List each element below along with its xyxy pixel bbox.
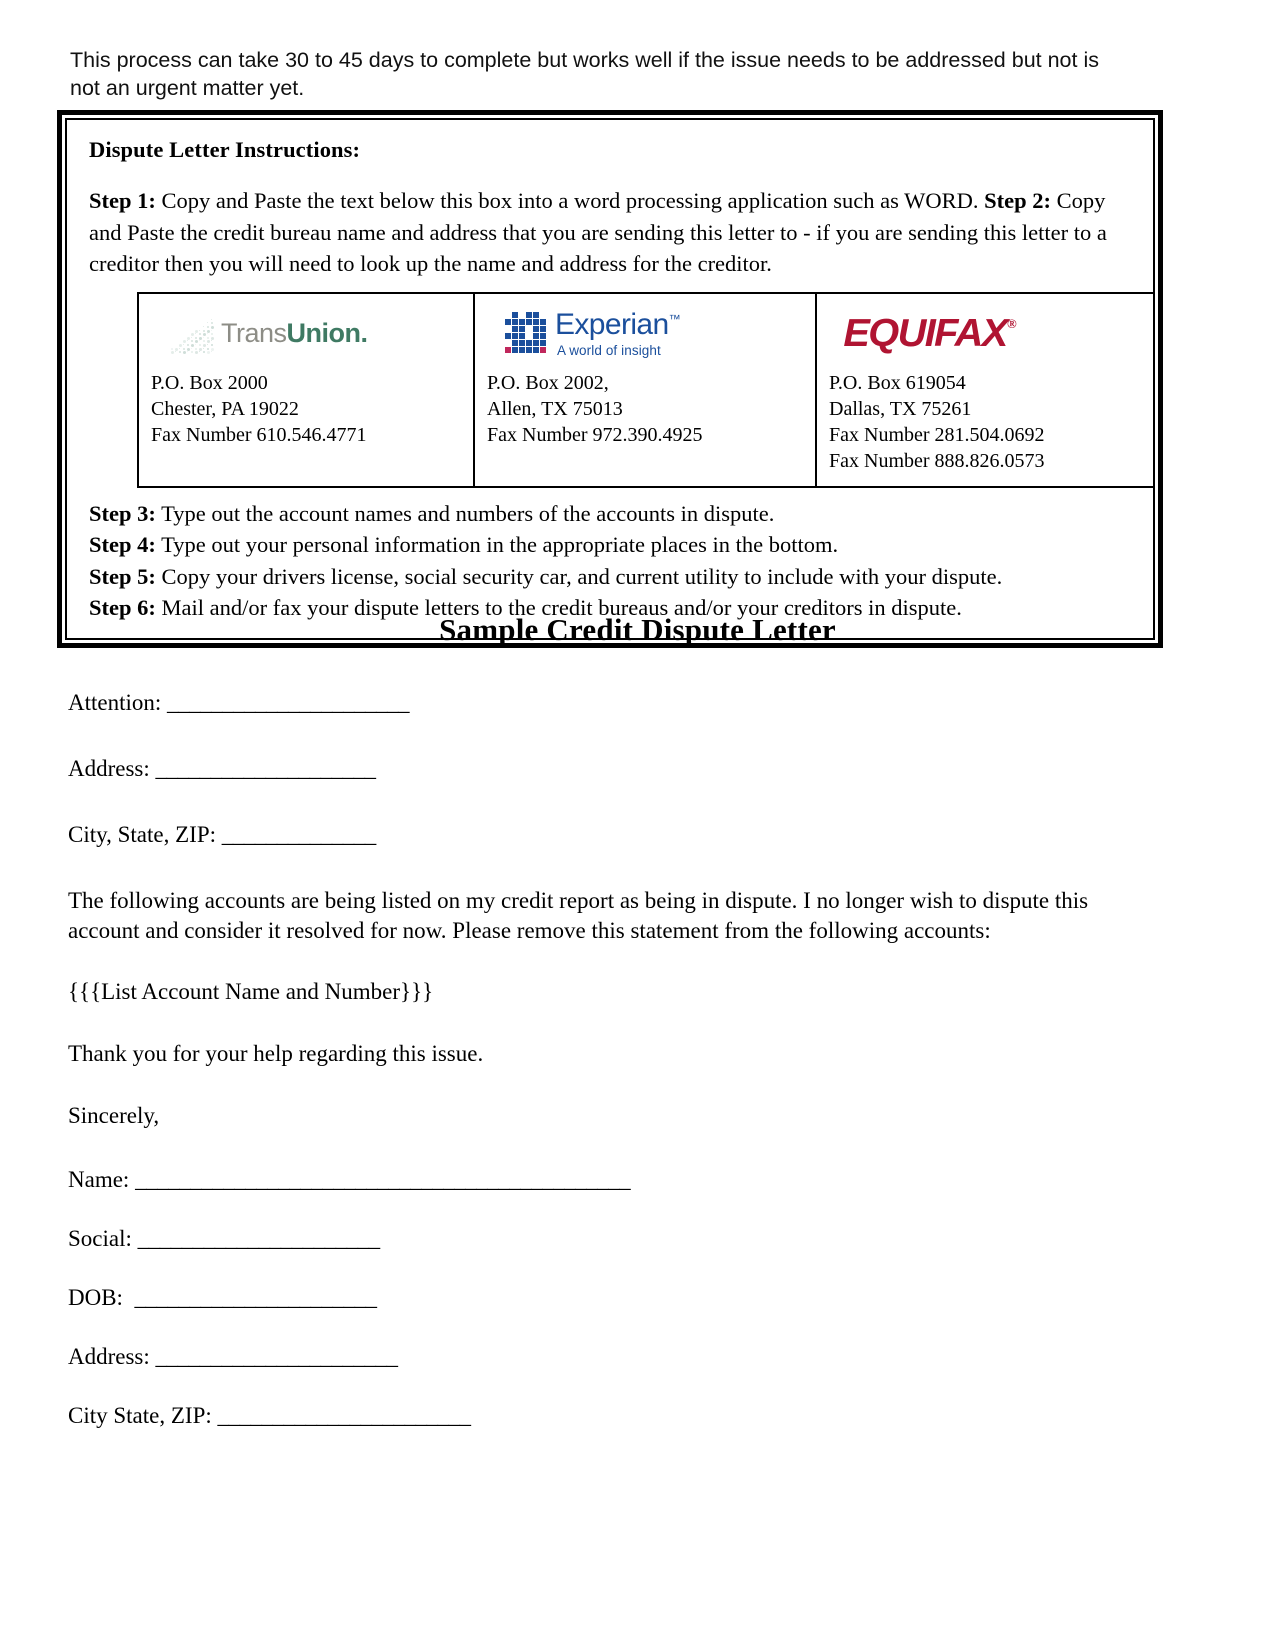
bureau-address-line: Chester, PA 19022 <box>151 397 299 420</box>
social-fill-line[interactable]: ______________________ <box>137 1226 380 1252</box>
step-3-text: Type out the account names and numbers of the accounts in dispute. <box>155 500 775 526</box>
thank-you-line: Thank you for your help regarding this issue. <box>68 1041 484 1067</box>
transunion-word-trans: Trans <box>221 318 287 348</box>
city-state-zip-2-label: City State, ZIP: <box>68 1402 212 1428</box>
equifax-logo-area <box>831 306 1143 362</box>
step-5-label: Step 5: <box>89 563 156 589</box>
dob-fill-line[interactable]: ______________________ <box>134 1284 377 1310</box>
city-state-zip-2-fill-line[interactable]: _______________________ <box>217 1402 471 1428</box>
step-2-text: Copy and Paste the credit bureau name and address that you are sending this letter to - if you are sending this letter to a creditor then you will need to look up the name and address for the creditor. <box>89 188 1107 276</box>
bureau-cell-experian <box>474 293 816 487</box>
account-placeholder: {{{List Account Name and Number}}} <box>68 979 434 1005</box>
step-4-label: Step 4: <box>89 532 156 557</box>
transunion-wordmark <box>221 320 368 347</box>
attention-fill-line[interactable]: ______________________ <box>167 690 410 715</box>
field-address-2 <box>68 1342 1128 1372</box>
address-2-label: Address: <box>68 1343 150 1369</box>
dob-label: DOB: <box>68 1284 123 1310</box>
intro-paragraph: This process can take 30 to 45 days to complete but works well if the issue needs to be addressed but not is not an urgent matter yet. <box>70 47 1099 101</box>
letter-body <box>68 688 1128 1460</box>
transunion-halftone-icon <box>171 312 215 356</box>
credit-bureau-table <box>137 292 1155 488</box>
experian-dotmatrix-icon <box>505 312 551 356</box>
bureau-fax-line: Fax Number 281.504.0692 <box>829 423 1045 446</box>
bureau-cell-equifax <box>816 293 1154 487</box>
experian-text-block <box>555 307 681 358</box>
field-city-state-zip <box>68 820 1128 850</box>
field-name <box>68 1165 1128 1195</box>
page-title: Sample Credit Dispute Letter <box>439 612 836 647</box>
step-4-line <box>89 529 1133 561</box>
field-address <box>68 754 1128 784</box>
attention-label: Attention: <box>68 690 162 715</box>
field-dob <box>68 1283 1128 1313</box>
step-2-label: Step 2: <box>984 188 1051 213</box>
bureau-address-line: Allen, TX 75013 <box>487 397 623 420</box>
name-fill-line[interactable]: _____________________________________________ <box>135 1167 631 1193</box>
step-6-text: Mail and/or fax your dispute letters to the credit bureaus and/or your creditors in dispute. <box>155 595 962 620</box>
bureau-address-line: Dallas, TX 75261 <box>829 397 972 420</box>
steps-1-2-paragraph <box>89 185 1133 280</box>
closing-line: Sincerely, <box>68 1103 160 1129</box>
experian-wordmark <box>555 307 681 341</box>
bureau-fax-line: Fax Number 610.546.4771 <box>151 423 367 446</box>
bureau-address-line: P.O. Box 619054 <box>829 371 966 394</box>
registered-trademark-icon: ® <box>1007 316 1017 331</box>
experian-logo <box>505 307 681 358</box>
field-attention <box>68 688 1128 718</box>
city-state-zip-fill-line[interactable]: ______________ <box>221 821 376 847</box>
step-4-text: Type out your personal information in the appropriate places in the bottom. <box>155 532 839 557</box>
address-fill-line[interactable]: ____________________ <box>155 755 376 781</box>
table-row <box>138 293 1154 487</box>
step-1-text: Copy and Paste the text below this box into a word processing application such as WORD. <box>155 188 985 213</box>
signature-fields <box>68 1165 1128 1430</box>
transunion-logo-area <box>153 306 463 362</box>
experian-tagline: A world of insight <box>557 342 661 358</box>
bureau-fax-line: Fax Number 972.390.4925 <box>487 423 703 446</box>
social-label: Social: <box>68 1226 132 1252</box>
equifax-logo <box>845 314 1017 353</box>
step-3-line <box>89 498 1133 530</box>
equifax-wordmark: EQUIFAX <box>843 312 1007 355</box>
step-3-label: Step 3: <box>89 500 156 526</box>
step-5-text: Copy your drivers license, social security car, and current utility to include with your dispute. <box>155 563 1003 589</box>
step-6-label: Step 6: <box>89 595 156 620</box>
experian-logo-area <box>489 306 805 362</box>
trademark-icon: ™ <box>668 311 681 326</box>
steps-3-6-list <box>89 498 1133 624</box>
step-5-line <box>89 561 1133 593</box>
bureau-fax-line-secondary: Fax Number 888.826.0573 <box>829 449 1045 472</box>
field-social <box>68 1224 1128 1254</box>
dispute-paragraph: The following accounts are being listed on my credit report as being in dispute. I no longer wish to dispute this account and consider it resolved for now. Please remove this statement from the following accounts: <box>68 887 1089 943</box>
name-label: Name: <box>68 1167 130 1193</box>
bureau-address-line: P.O. Box 2002, <box>487 371 609 394</box>
instructions-inner-border <box>65 118 1155 640</box>
step-1-label: Step 1: <box>89 188 156 213</box>
transunion-word-dot: . <box>360 318 368 348</box>
instructions-heading: Dispute Letter Instructions: <box>89 137 361 162</box>
bureau-cell-transunion <box>138 293 474 487</box>
bureau-address-line: P.O. Box 2000 <box>151 371 268 394</box>
transunion-logo <box>171 312 368 356</box>
field-city-state-zip-2 <box>68 1401 1128 1431</box>
dispute-letter-instructions-box <box>57 110 1163 648</box>
address-2-fill-line[interactable]: ______________________ <box>155 1343 398 1369</box>
transunion-word-union: Union <box>286 318 361 348</box>
experian-word-text: Experian <box>555 307 669 341</box>
address-label: Address: <box>68 755 150 781</box>
city-state-zip-label: City, State, ZIP: <box>68 821 217 847</box>
